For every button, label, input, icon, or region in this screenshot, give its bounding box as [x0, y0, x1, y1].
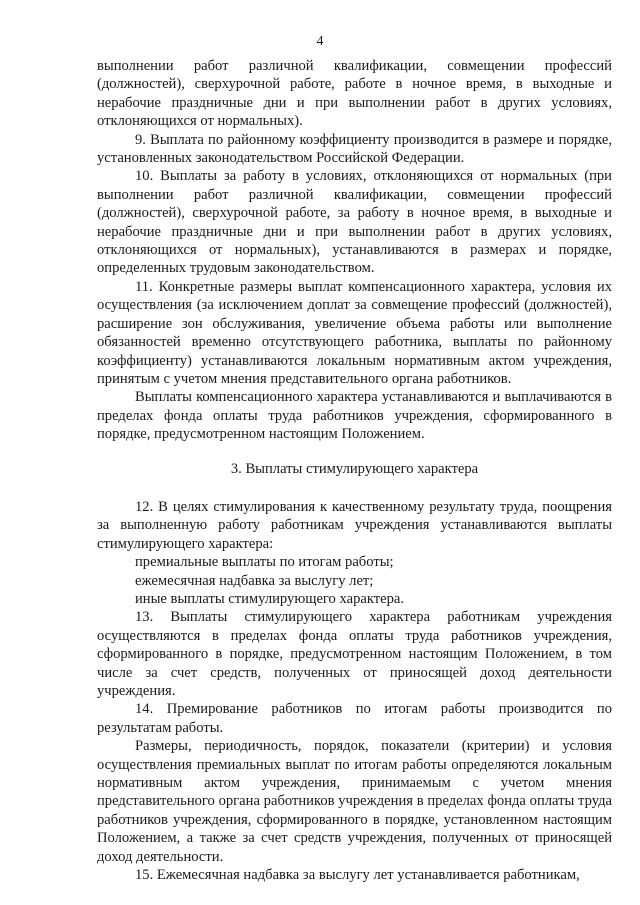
list-item: премиальные выплаты по итогам работы;: [135, 554, 394, 571]
paragraph-14: 14. Премирование работников по итогам работы производится по результатам работы.: [97, 701, 612, 736]
paragraph-13: 13. Выплаты стимулирующего характера работникам учреждения осуществляются в пределах фонда оплаты труда работников учреждения, сформированного в порядке, предусмотренном настоящим Положением, в том числе за счет средств, полученных от приносящей доход деятельности учреждения.: [97, 609, 612, 699]
list-item: ежемесячная надбавка за выслугу лет;: [135, 572, 374, 589]
document-body: [97, 57, 612, 884]
paragraph-premium-conditions: Размеры, периодичность, порядок, показатели (критерии) и условия осуществления премиальных выплат по итогам работы определяются локальным нормативным актом учреждения, принимаемым с учетом мнения представительного органа работников учреждения в пределах фонда оплаты труда работников учреждения, сформированного в порядке, установленном настоящим Положением, а также за счет средств учреждения, полученных от приносящей доход деятельности.: [97, 738, 612, 865]
section-heading: 3. Выплаты стимулирующего характера: [230, 460, 479, 477]
paragraph-10: 10. Выплаты за работу в условиях, отклоняющихся от нормальных (при выполнении работ различной квалификации, совмещении профессий (должностей), сверхурочной работе, за работу в ночное время, в выходные и нерабочие праздничные дни и при выполнении работ в других условиях, отклоняющихся от нормальных), устанавливаются в размерах и порядке, определенных трудовым законодательством.: [97, 168, 612, 277]
list-item: иные выплаты стимулирующего характера.: [135, 590, 405, 607]
page-number: 4: [316, 34, 324, 49]
paragraph-15: 15. Ежемесячная надбавка за выслугу лет устанавливается работникам,: [135, 867, 580, 884]
paragraph-12: 12. В целях стимулирования к качественному результату труда, поощрения за выполненную работу работникам учреждения устанавливаются выплаты стимулирующего характера:: [97, 498, 612, 552]
paragraph-compensation-payments: Выплаты компенсационного характера устанавливаются и выплачиваются в пределах фонда оплаты труда работников учреждения, сформированного в порядке, предусмотренном настоящим Положением.: [97, 389, 612, 443]
paragraph-9: 9. Выплата по районному коэффициенту производится в размере и порядке, установленных законодательством Российской Федерации.: [97, 131, 612, 167]
paragraph-11: 11. Конкретные размеры выплат компенсационного характера, условия их осуществления (за исключением доплат за совмещение профессий (должностей), расширение зон обслуживания, увеличение объема работы или выполнение обязанностей временно отсутствующего работника, выплаты по районному коэффициенту) устанавливаются локальным нормативным актом учреждения, принятым с учетом мнения представительного органа работников.: [97, 278, 612, 387]
paragraph-continuation: выполнении работ различной квалификации, совмещении профессий (должностей), сверхурочной работе, работе в ночное время, в выходные и нерабочие праздничные дни и при выполнении работ в других условиях, отклоняющихся от нормальных).: [97, 58, 612, 130]
